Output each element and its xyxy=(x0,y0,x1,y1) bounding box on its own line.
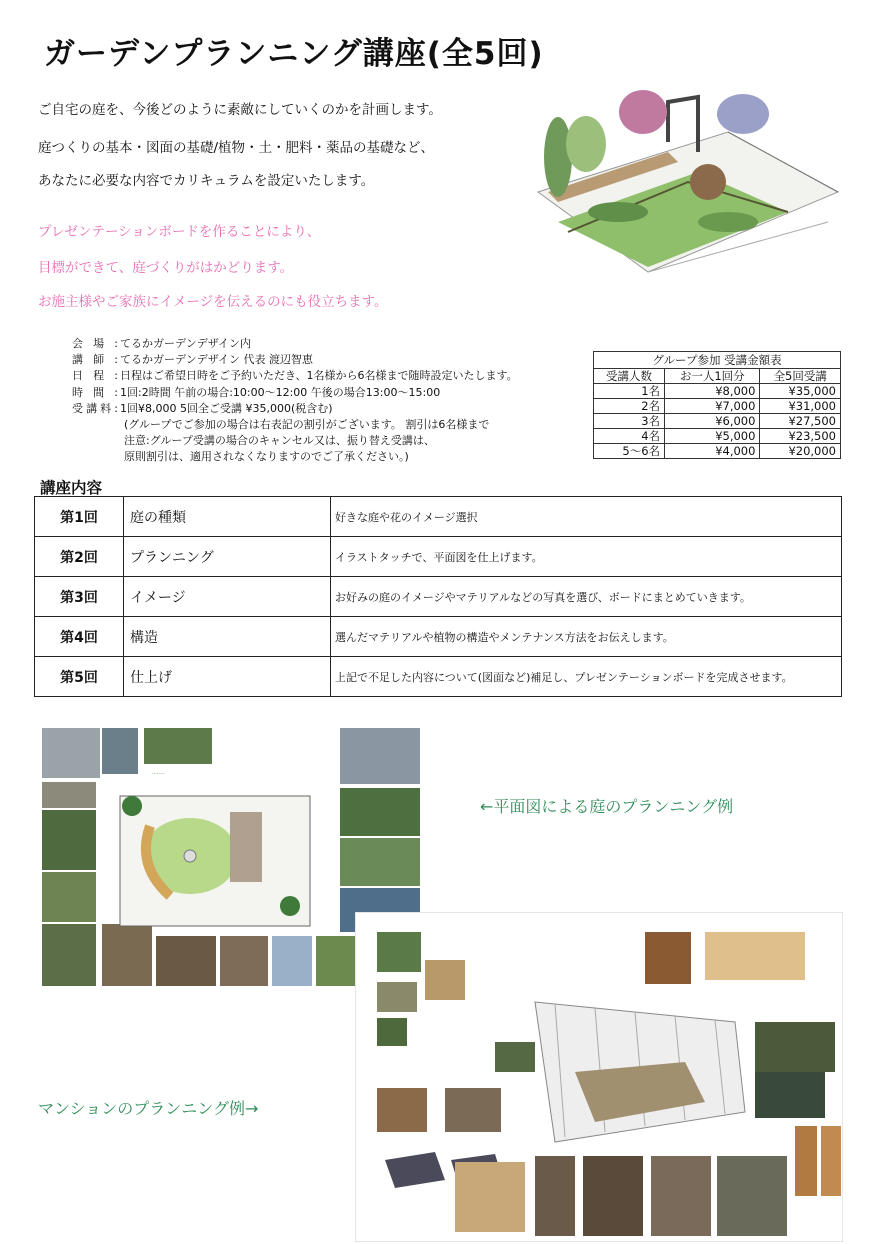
price-cell: ¥35,000 xyxy=(760,384,841,399)
course-info xyxy=(72,336,518,466)
intro-line-2: 庭つくりの基本・図面の基礎/植物・土・肥料・薬品の基礎など、 xyxy=(38,140,435,156)
course-description: 選んだマテリアルや植物の構造やメンテナンス方法をお伝えします。 xyxy=(331,617,842,657)
price-row xyxy=(594,444,841,459)
price-header: お一人1回分 xyxy=(665,369,760,384)
highlight-line-1: プレゼンテーションボードを作ることにより、 xyxy=(38,224,321,240)
schedule-label: 日程: xyxy=(72,369,118,383)
course-number: 第4回 xyxy=(35,617,124,657)
schedule-value: 日程はご希望日時をご予約いただき、1名様から6名様まで随時設定いたします。 xyxy=(120,369,518,383)
course-row xyxy=(35,577,842,617)
price-row xyxy=(594,399,841,414)
svg-text:........: ........ xyxy=(152,770,165,776)
group-note-1: (グループでご参加の場合は右表記の割引がございます。 割引は6名様まで xyxy=(124,418,490,432)
course-row xyxy=(35,617,842,657)
course-name: イメージ xyxy=(124,577,331,617)
price-cell: ¥8,000 xyxy=(665,384,760,399)
course-row xyxy=(35,497,842,537)
highlight-line-3: お施主様やご家族にイメージを伝えるのにも役立ちます。 xyxy=(38,294,388,310)
price-cell: 5〜6名 xyxy=(594,444,665,459)
garden-illustration xyxy=(528,72,844,304)
plan-example-caption: ←平面図による庭のプランニング例 xyxy=(480,797,734,816)
course-description: イラストタッチで、平面図を仕上げます。 xyxy=(331,537,842,577)
fee-label: 受講料: xyxy=(72,401,118,415)
intro-line-1: ご自宅の庭を、今後どのように素敵にしていくのかを計画します。 xyxy=(38,102,442,118)
group-note-2: 注意:グループ受講の場合のキャンセル又は、振り替え受講は、 xyxy=(124,434,435,448)
intro-line-3: あなたに必要な内容でカリキュラムを設定いたします。 xyxy=(38,173,375,189)
venue-value: てるかガーデンデザイン内 xyxy=(120,337,252,350)
course-name: プランニング xyxy=(124,537,331,577)
course-name: 仕上げ xyxy=(124,657,331,697)
price-cell: ¥7,000 xyxy=(665,399,760,414)
price-cell: ¥23,500 xyxy=(760,429,841,444)
course-section-title: 講座内容 xyxy=(40,479,103,497)
course-row xyxy=(35,537,842,577)
course-description: 好きな庭や花のイメージ選択 xyxy=(331,497,842,537)
price-cell: 4名 xyxy=(594,429,665,444)
price-row xyxy=(594,429,841,444)
fee-value: 1回¥8,000 5回全ご受講 ¥35,000(税含む) xyxy=(120,401,333,415)
price-cell: ¥27,500 xyxy=(760,414,841,429)
course-number: 第1回 xyxy=(35,497,124,537)
price-cell: ¥31,000 xyxy=(760,399,841,414)
course-name: 庭の種類 xyxy=(124,497,331,537)
price-cell: ¥6,000 xyxy=(665,414,760,429)
teacher-label: 講師: xyxy=(72,353,118,367)
course-number: 第5回 xyxy=(35,657,124,697)
price-header: 全5回受講 xyxy=(760,369,841,384)
mansion-presentation-board xyxy=(355,912,843,1242)
venue-label: 会場: xyxy=(72,337,118,350)
course-row xyxy=(35,657,842,697)
course-name: 構造 xyxy=(124,617,331,657)
mansion-example-caption: マンションのプランニング例→ xyxy=(38,1099,259,1118)
price-cell: 3名 xyxy=(594,414,665,429)
course-table xyxy=(34,496,842,697)
price-row xyxy=(594,414,841,429)
price-table-caption: グループ参加 受講金額表 xyxy=(594,352,841,369)
course-description: 上記で不足した内容について(図面など)補足し、プレゼンテーションボードを完成させます。 xyxy=(331,657,842,697)
price-cell: 2名 xyxy=(594,399,665,414)
price-header: 受講人数 xyxy=(594,369,665,384)
page-title: ガーデンプランニング講座(全5回) xyxy=(44,36,544,72)
price-cell: 1名 xyxy=(594,384,665,399)
teacher-value: てるかガーデンデザイン 代表 渡辺智恵 xyxy=(120,353,314,367)
price-table xyxy=(593,351,841,459)
course-description: お好みの庭のイメージやマテリアルなどの写真を選び、ボードにまとめていきます。 xyxy=(331,577,842,617)
price-cell: ¥5,000 xyxy=(665,429,760,444)
price-row xyxy=(594,384,841,399)
course-number: 第3回 xyxy=(35,577,124,617)
price-cell: ¥20,000 xyxy=(760,444,841,459)
time-value: 1回:2時間 午前の場合:10:00〜12:00 午後の場合13:00〜15:00 xyxy=(120,385,441,399)
course-number: 第2回 xyxy=(35,537,124,577)
price-cell: ¥4,000 xyxy=(665,444,760,459)
highlight-line-2: 目標ができて、庭づくりがはかどります。 xyxy=(38,260,294,276)
group-note-3: 原則割引は、適用されなくなりますのでご了承ください。) xyxy=(124,450,409,464)
time-label: 時間: xyxy=(72,385,118,399)
